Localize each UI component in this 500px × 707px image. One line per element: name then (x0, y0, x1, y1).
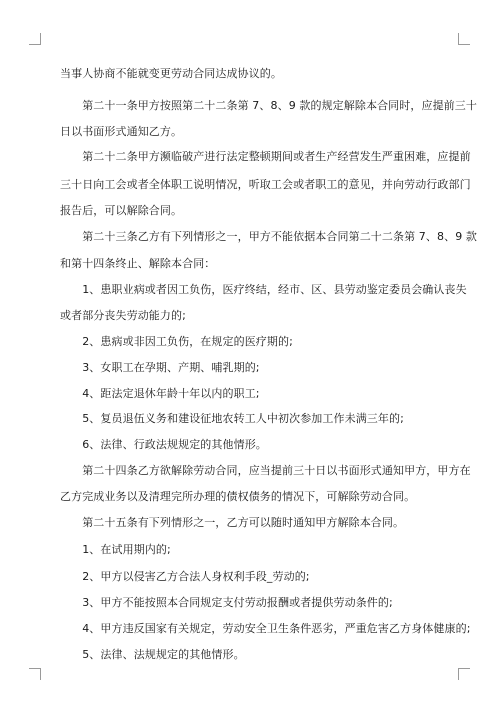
text-line: 4、甲方违反国家有关规定，劳动安全卫生条件恶劣，严重危害乙方身体健康的; (60, 622, 471, 635)
text-line: 6、法律、行政法规规定的其他情形。 (60, 438, 267, 451)
text-line: 第二十五条有下列情形之一，乙方可以随时通知甲方解除本合同。 (60, 516, 405, 529)
text-line: 当事人协商不能就变更劳动合同达成协议的。 (60, 67, 282, 80)
text-line: 第二十三条乙方有下列情形之一，甲方不能依据本合同第二十二条第 7、8、9 款 (60, 230, 477, 243)
text-line: 2、患病或非因工负伤，在规定的医疗期的; (60, 335, 293, 348)
crop-mark-bottom-left (29, 668, 41, 680)
crop-mark-top-right (458, 33, 470, 45)
text-line: 第二十一条甲方按照第二十二条第 7、8、9 款的规定解除本合同时，应提前三十 (60, 99, 477, 112)
text-line: 报告后，可以解除合同。 (60, 204, 183, 217)
crop-mark-top-left (29, 33, 41, 45)
crop-mark-bottom-right (458, 668, 470, 680)
text-line: 3、女职工在孕期、产期、哺乳期的; (60, 361, 260, 374)
text-line: 日以书面形式通知乙方。 (60, 125, 183, 138)
text-line: 乙方完成业务以及清理完所办理的债权债务的情况下，可解除劳动合同。 (60, 490, 416, 503)
text-line: 4、距法定退休年龄十年以内的职工; (60, 387, 260, 400)
text-line: 1、患职业病或者因工负伤，医疗终结，经市、区、县劳动鉴定委员会确认丧失 (60, 283, 467, 296)
text-line: 2、甲方以侵害乙方合法人身权利手段_劳动的; (60, 570, 310, 583)
text-line: 和第十四条终止、解除本合同： (60, 257, 216, 270)
text-line: 第二十二条甲方濒临破产进行法定整顿期间或者生产经营发生严重困难，应提前 (60, 150, 471, 163)
text-line: 5、复员退伍义务和建设征地农转工人中初次参加工作未满三年的; (60, 412, 404, 425)
text-line: 或者部分丧失劳动能力的; (60, 309, 186, 322)
text-line: 三十日向工会或者全体职工说明情况，听取工会或者职工的意见，并向劳动行政部门 (60, 178, 471, 191)
text-line: 5、法律、法规规定的其他情形。 (60, 648, 245, 661)
text-line: 第二十四条乙方欲解除劳动合同，应当提前三十日以书面形式通知甲方，甲方在 (60, 464, 471, 477)
text-line: 1、在试用期内的; (60, 543, 171, 556)
text-line: 3、甲方不能按照本合同规定支付劳动报酬或者提供劳动条件的; (60, 596, 393, 609)
